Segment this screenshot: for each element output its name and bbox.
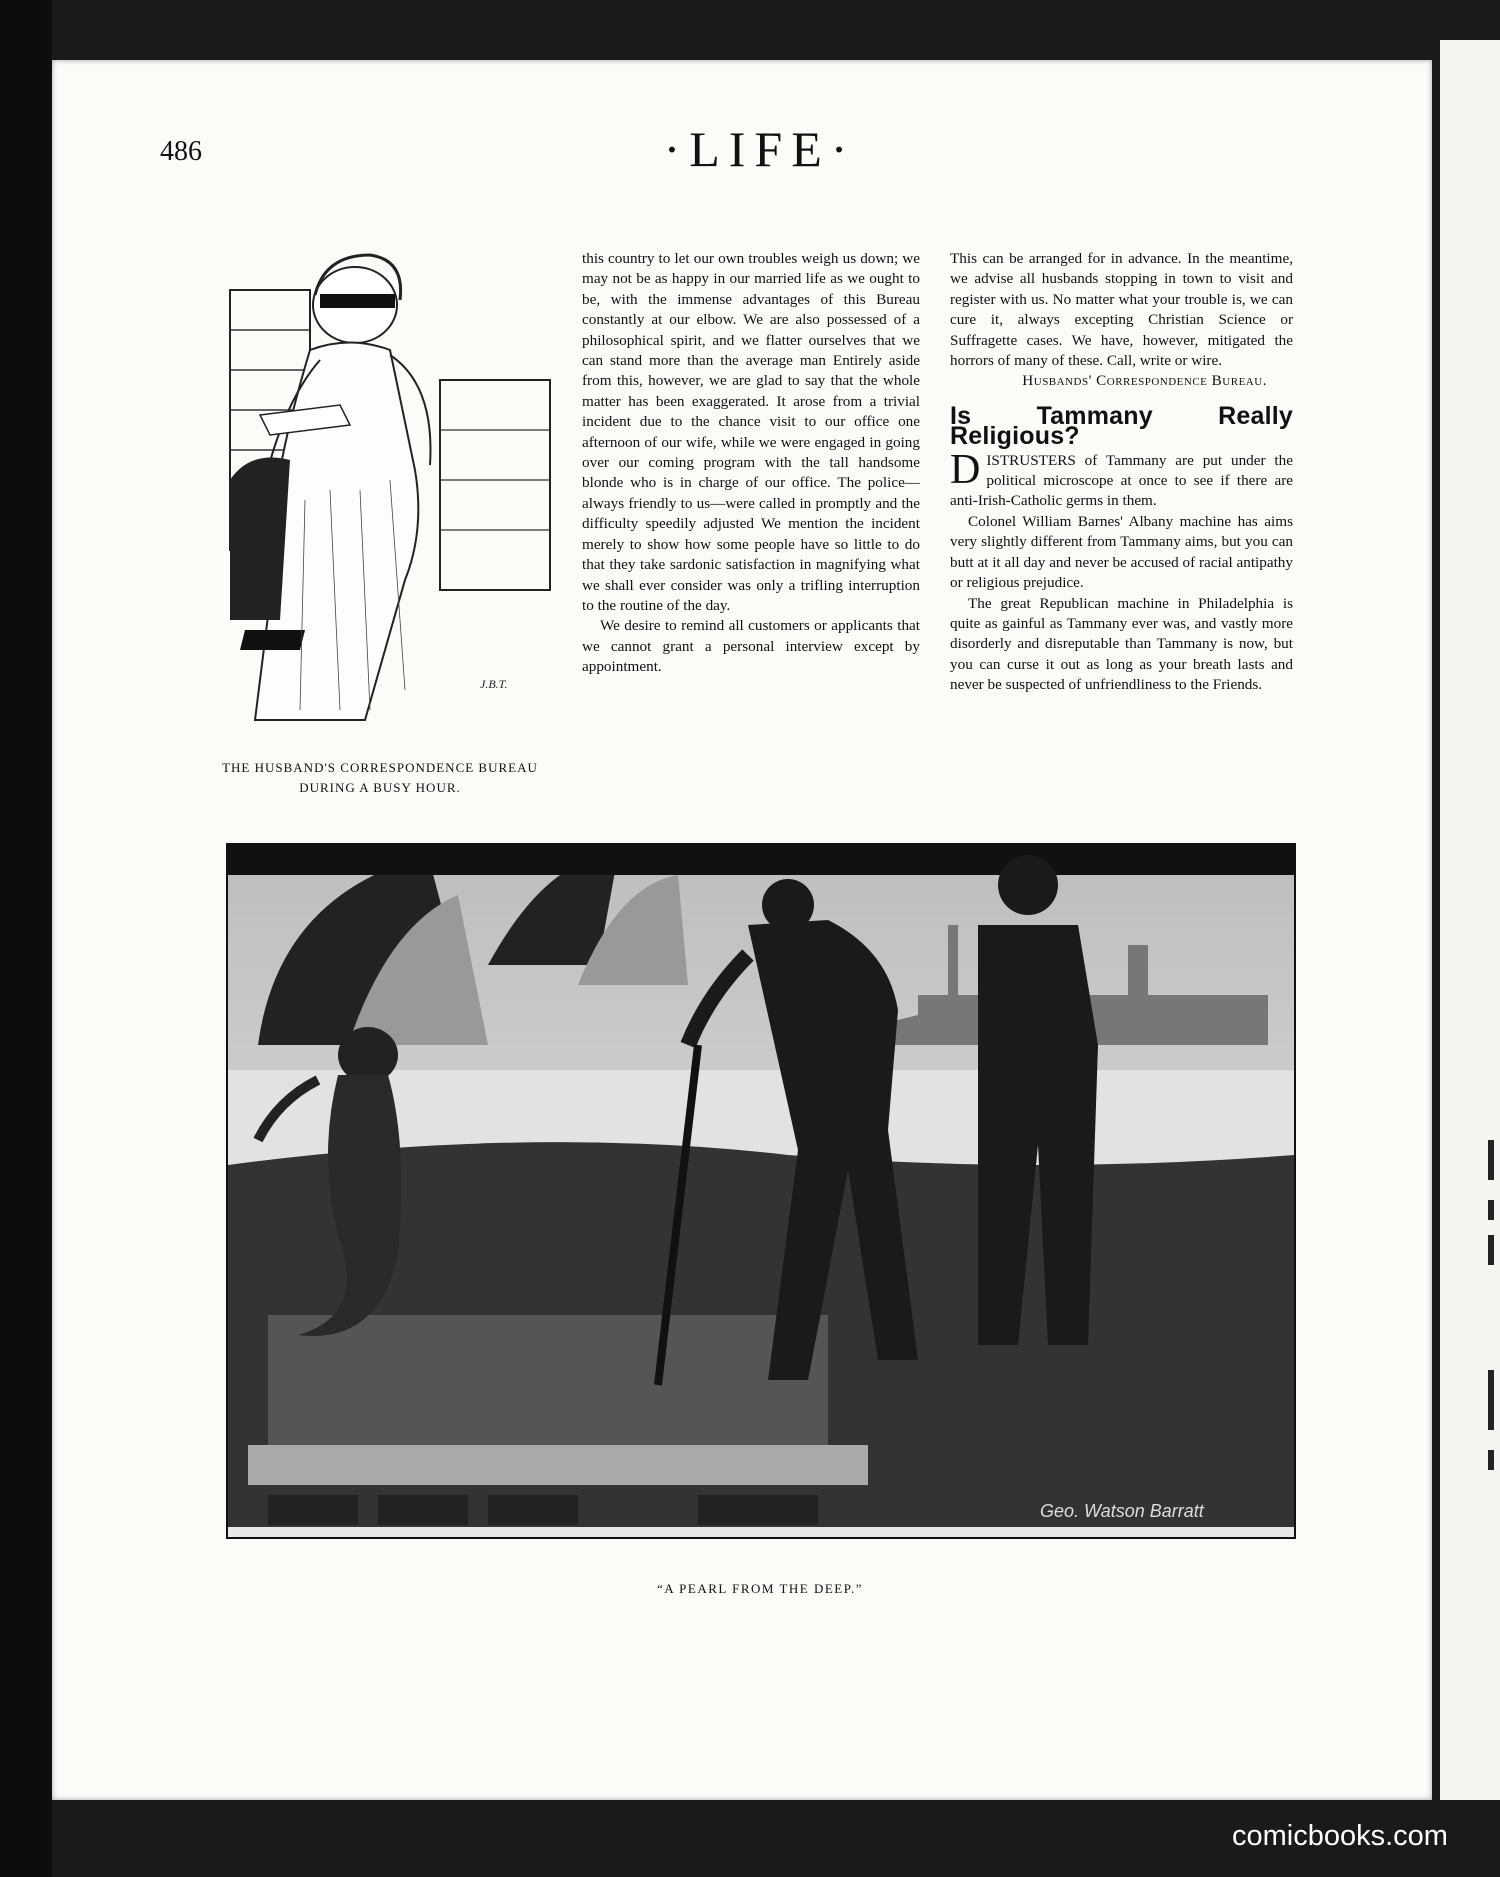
article-column-3	[950, 249, 1293, 696]
site-watermark: comicbooks.com	[1232, 1820, 1448, 1852]
column3-paragraph-1: This can be arranged for in advance. In the meantime, we advise all husbands stopping in town to visit and register with us. No matter what your trouble is, we can cure it, always excepting Christian Science or Suffragette cases. We have, however, mitigated the horrors of many of these. Call, write or wire.	[950, 250, 1293, 370]
top-illustration-caption	[190, 758, 570, 798]
column3-paragraph-3: Colonel William Barnes' Albany machine has aims very slightly different from Tammany aims, but you can butt at it all day and never be accused of racial antipathy or religious prejudice.	[950, 512, 1293, 592]
masthead-title: ·LIFE·	[663, 121, 857, 177]
drop-cap: D	[950, 446, 981, 493]
svg-text:J.B.T.: J.B.T.	[480, 677, 508, 691]
paragraph-2-text: ISTRUSTERS of Tammany are put under the political microscope at once to see if there are anti-Irish-Catholic germs in them.	[950, 451, 1293, 510]
caption-line-1: THE HUSBAND'S CORRESPONDENCE BUREAU	[222, 760, 538, 775]
adjacent-page-edge	[1440, 40, 1500, 1800]
artist-signature: Geo. Watson Barratt	[1040, 1501, 1204, 1521]
article-headline: Is Tammany Really Religious?	[950, 401, 1293, 451]
woman-writing-illustration	[190, 250, 560, 740]
column3-paragraph-2	[950, 446, 1293, 512]
mermaid-dredge-illustration	[226, 843, 1296, 1539]
bottom-illustration-caption: “A PEARL FROM THE DEEP.”	[656, 1581, 864, 1596]
page-number: 486	[160, 136, 202, 167]
scan-border-left	[0, 0, 52, 1877]
column2-paragraph-2: We desire to remind all customers or applicants that we cannot grant a personal interview except by appointment.	[582, 617, 920, 676]
column2-paragraph-1: this country to let our own troubles weigh us down; we may not be as happy in our married life as we ought to be, with the immense advantages of this Bureau constantly at our elbow. We are also possessed of a philosophical spirit, and we flatter ourselves that we can stand more than the average man Entirely aside from this, however, we are glad to say that the whole matter has been exaggerated. It arose from a trivial incident due to the chance visit to our office one afternoon of our wife, while we were engaged in going over our coming program with the tall handsome blonde who is in charge of our office. The police—always friendly to us—were called in promptly and the difficulty speedily adjusted We mention the incident merely to show how some people have so little to do that they take sardonic satisfaction in magnifying what we shall ever consider was only a trifling interruption to the routine of the day.	[582, 250, 920, 614]
bureau-signature: Husbands' Correspondence Bureau.	[1022, 372, 1267, 390]
column3-paragraph-4: The great Republican machine in Philadelphia is quite as gainful as Tammany ever was, and vastly more disorderly and disreputable than Tammany is now, but you can curse it out as long as your breath lasts and never be suspected of unfriendliness to the Friends.	[950, 594, 1293, 694]
caption-line-2: DURING A BUSY HOUR.	[299, 780, 461, 795]
article-column-2	[582, 249, 920, 678]
